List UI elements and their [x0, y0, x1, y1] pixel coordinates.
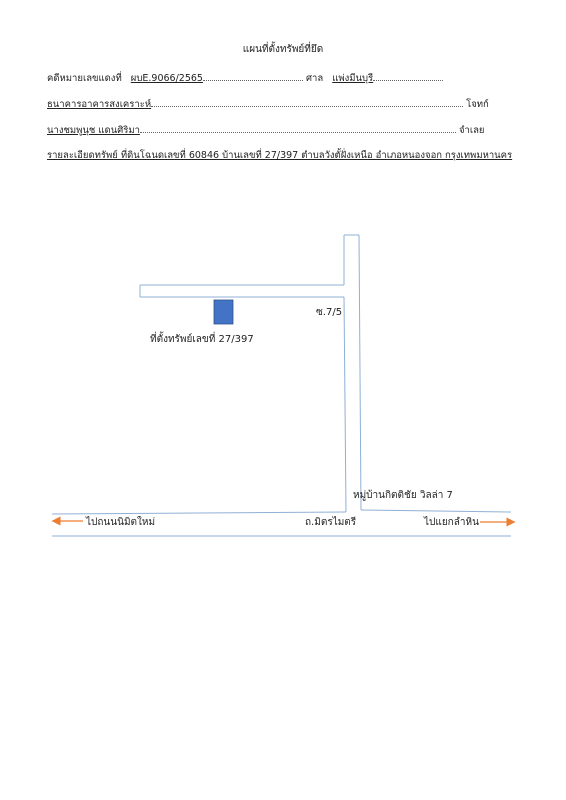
right-direction-label: ไปแยกลำหิน [424, 517, 479, 528]
case-label: คดีหมายเลขแดงที่ [47, 73, 122, 84]
soi-road [140, 285, 344, 297]
road-label: ถ.มิตรไมตรี [305, 517, 357, 528]
property-marker [214, 300, 233, 324]
court-name: แพ่งมีนบุรี [332, 73, 374, 84]
property-label: ที่ตั้งทรัพย์เลขที่ 27/397 [150, 334, 254, 345]
village-road [344, 235, 361, 512]
plaintiff-role: โจทก์ [466, 99, 489, 110]
page-title: แผนที่ตั้งทรัพย์ที่ยึด [242, 44, 324, 55]
plaintiff-name: ธนาคารอาคารสงเคราะห์ [47, 99, 152, 110]
left-direction-label: ไปถนนนิมิตใหม่ [86, 517, 156, 528]
soi-label: ซ.7/5 [316, 307, 343, 318]
defendant-role: จำเลย [458, 125, 485, 136]
case-number: ผบE.9066/2565 [130, 73, 203, 84]
village-label: หมู่บ้านกิตติชัย วิลล่า 7 [353, 490, 453, 501]
court-label: ศาล [306, 73, 324, 84]
defendant-name: นางชมพูนุช แดนศิริมา [47, 125, 140, 136]
property-details: รายละเอียดทรัพย์ ที่ดินโฉนดเลขที่ 60846 บ้านเลขที่ 27/397 ตำบลวังตั้ฝั่งเหนือ อำเภอหนองจอก กรุงเทพมหานคร [47, 150, 513, 161]
